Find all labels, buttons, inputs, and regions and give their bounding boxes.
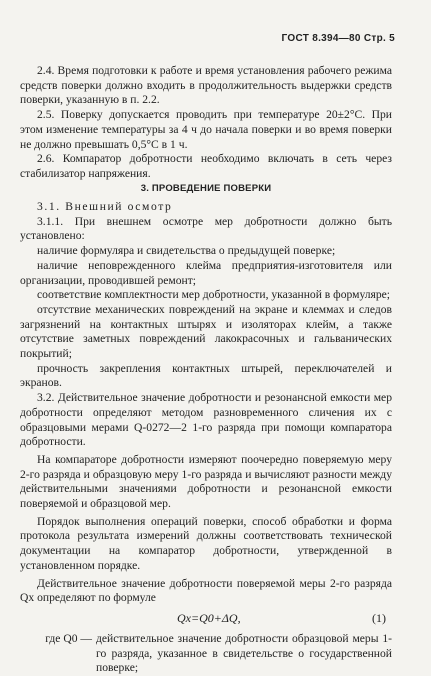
where-label: где Q0 — (45, 631, 92, 645)
list-item: прочность закрепления контактных штырей, переключателей и экранов. (20, 361, 392, 390)
section-title: 3. ПРОВЕДЕНИЕ ПОВЕРКИ (140, 183, 272, 194)
list-item: соответствие комплектности мер добротности, указанной в формуляре; (37, 288, 391, 302)
where-text: действительное значение добротности образцовой меры 1-го разряда, указанное в свидетельстве о государственной поверке; (96, 631, 392, 675)
paragraph-2-6: 2.6. Компаратор добротности необходимо включать в сеть через стабилизатор напряжения. (20, 152, 392, 180)
list-item: наличие неповрежденного клейма предприятия-изготовителя или организации, проводившей ремонт; (20, 258, 392, 287)
paragraph-comparator: На компараторе добротности измеряют поочередно поверяемую меру 2-го разряда и образцовую меру 1-го разряда и вычисляют разности между действительными значениями добротности и резонансной емкости поверяемой и образцовой мер. (20, 452, 392, 511)
formula-row (20, 610, 392, 632)
paragraph-2-5: 2.5. Поверку допускается проводить при температуре 20±2°С. При этом изменение температуры за 4 ч до начала поверки и во время поверки не должно превышать 0,5°С в 1 ч. (20, 108, 392, 151)
list-item: наличие формуляра и свидетельства о предыдущей поверке; (37, 244, 336, 258)
paragraph-actual-value: Действительное значение добротности поверяемой меры 2-го разряда Qx определяют по формуле (20, 576, 392, 605)
paragraph-order: Порядок выполнения операций поверки, способ обработки и форма протокола результата измерений должны соответствовать технической документации на компаратор добротности, утвержденной в установленном порядке. (20, 514, 392, 572)
text-body-section-3 (20, 200, 392, 676)
paragraph-3-1-1: 3.1.1. При внешнем осмотре мер добротности должно быть установлено: (20, 214, 392, 243)
formula: Qx=Q0+ΔQ, (177, 610, 241, 625)
page-header: ГОСТ 8.394—80 Стр. 5 (281, 33, 395, 44)
list-item: отсутствие механических повреждений на экране и клеммах и следов загрязнений на контактных штырях и изоляторах клейм, а также отсутствие заметных повреждений лакокрасочных и гальванических покрытий; (20, 302, 392, 361)
text-body (20, 64, 392, 182)
subsection-3-1-title: 3.1. Внешний осмотр (37, 200, 173, 213)
paragraph-2-4: 2.4. Время подготовки к работе и время установления рабочего режима средств поверки должно входить в продолжительность выдержки средств поверки, указанную в п. 2.2. (20, 64, 392, 107)
paragraph-3-2: 3.2. Действительное значение добротности и резонансной емкости мер добротности определяют методом разновременного сличения их с образцовыми мерами Q-0272—2 1-го разряда при помощи компаратора добротности. (20, 391, 392, 449)
formula-number: (1) (372, 610, 386, 625)
